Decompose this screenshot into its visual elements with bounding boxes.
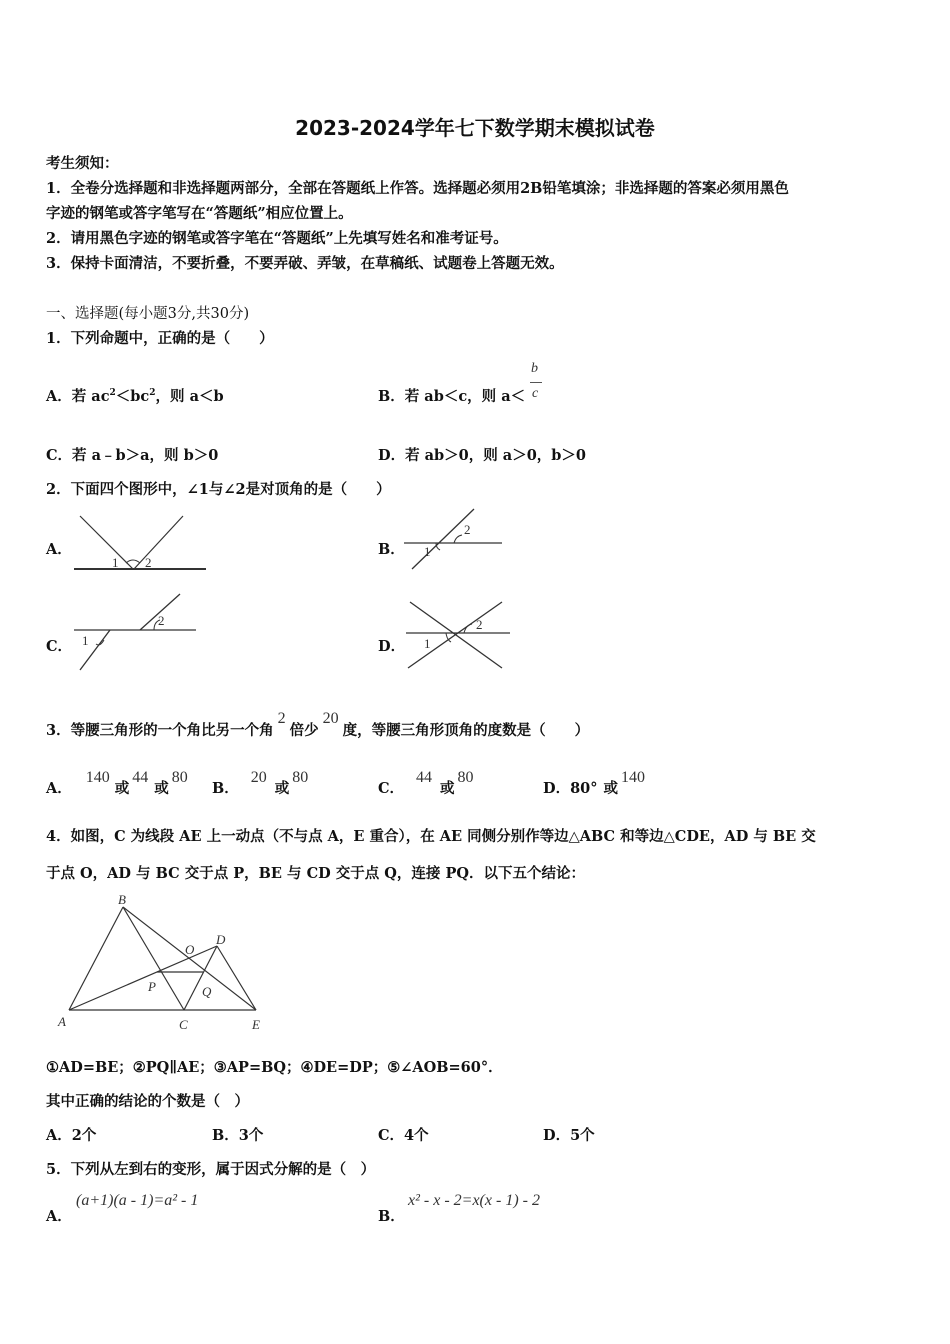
question-4-line-1: 4．如图，C 为线段 AE 上一动点（不与点 A，E 重合），在 AE 同侧分别作等边△ABC 和等边△CDE，AD 与 BE 交 xyxy=(46,828,816,845)
angle-1-label: 1 xyxy=(424,636,431,651)
q1-fraction-denominator: c xyxy=(532,386,539,401)
q2-option-a-label: A． xyxy=(46,541,72,558)
q3-option-a: A．140或44或80 xyxy=(46,769,188,797)
q5-option-b-expression: x² - x - 2=x(x - 1) - 2 xyxy=(408,1192,540,1209)
q1-option-b: B．若 ab＜c，则 a＜ xyxy=(378,388,526,405)
notice-item-3: 3．保持卡面清洁，不要折叠，不要弄破、弄皱，在草稿纸、试题卷上答题无效。 xyxy=(46,255,564,272)
point-q-label: Q xyxy=(202,984,212,999)
point-b-label: B xyxy=(118,892,126,907)
point-p-label: P xyxy=(148,979,156,994)
point-d-label: D xyxy=(216,932,226,947)
q5-option-a-expression: (a+1)(a - 1)=a² - 1 xyxy=(76,1192,199,1209)
q3-option-b: B．20或80 xyxy=(212,769,309,797)
angle-2-label: 2 xyxy=(145,555,152,570)
point-a-label: A xyxy=(58,1014,66,1029)
notice-item-1-cont: 字迹的钢笔或答字笔写在“答题纸”相应位置上。 xyxy=(46,205,353,222)
q5-option-a-label: A． xyxy=(46,1208,72,1225)
point-o-label: O xyxy=(185,942,195,957)
q4-option-a: A．2个 xyxy=(46,1127,97,1144)
question-1-stem: 1．下列命题中，正确的是（ ） xyxy=(46,330,274,347)
angle-2-label: 2 xyxy=(476,617,483,632)
question-3-stem: 3．等腰三角形的一个角比另一个角2倍少20度，等腰三角形顶角的度数是（ ） xyxy=(46,710,590,739)
point-e-label: E xyxy=(252,1017,260,1032)
angle-2-label: 2 xyxy=(464,522,471,537)
notice-heading: 考生须知： xyxy=(46,155,119,172)
q2-option-d-label: D． xyxy=(378,638,406,655)
notice-item-2: 2．请用黑色字迹的钢笔或答字笔在“答题纸”上先填写姓名和准考证号。 xyxy=(46,230,508,247)
q3-option-d: D．80° 或140 xyxy=(543,769,646,797)
section-heading: 一、选择题(每小题3分,共30分) xyxy=(46,306,250,322)
q1-fraction-bar xyxy=(530,382,542,383)
q2-figure-b xyxy=(400,505,505,573)
q2-figure-a xyxy=(70,512,210,574)
q4-question: 其中正确的结论的个数是（ ） xyxy=(46,1093,249,1110)
question-5-stem: 5．下列从左到右的变形，属于因式分解的是（ ） xyxy=(46,1161,376,1178)
q2-figure-d xyxy=(402,598,514,674)
q1-option-c: C．若 a﹣b＞a，则 b＞0 xyxy=(46,447,219,464)
q4-geometry-figure xyxy=(52,890,274,1036)
q5-option-b-label: B． xyxy=(378,1208,405,1225)
q4-option-c: C．4个 xyxy=(378,1127,429,1144)
angle-1-label: 1 xyxy=(112,555,119,570)
page-title: 2023-2024学年七下数学期末模拟试卷 xyxy=(295,116,655,140)
question-2-stem: 2．下面四个图形中，∠1与∠2是对顶角的是（ ） xyxy=(46,481,391,498)
q3-option-c: C．44或80 xyxy=(378,769,474,797)
q1-fraction-numerator: b xyxy=(531,361,538,376)
q2-figure-c xyxy=(70,590,210,672)
angle-1-label: 1 xyxy=(424,544,431,559)
q4-option-d: D．5个 xyxy=(543,1127,595,1144)
q1-option-d: D．若 ab＞0，则 a＞0，b＞0 xyxy=(378,447,587,464)
angle-1-label: 1 xyxy=(82,633,89,648)
question-4-line-2: 于点 O，AD 与 BC 交于点 P，BE 与 CD 交于点 Q，连接 PQ．以下五个结论： xyxy=(46,865,585,882)
q4-option-b: B．3个 xyxy=(212,1127,264,1144)
q2-option-b-label: B． xyxy=(378,541,405,558)
angle-2-label: 2 xyxy=(158,613,165,628)
q2-option-c-label: C． xyxy=(46,638,73,655)
point-c-label: C xyxy=(179,1017,188,1032)
q4-conclusions: ①AD=BE；②PQ∥AE；③AP=BQ；④DE=DP；⑤∠AOB=60°． xyxy=(46,1059,503,1076)
notice-item-1: 1．全卷分选择题和非选择题两部分，全部在答题纸上作答。选择题必须用2B铅笔填涂；非选择题的答案必须用黑色 xyxy=(46,180,789,197)
q1-option-a: A．若 $ac^2<bc^2$，则 a＜b xyxy=(46,388,224,405)
